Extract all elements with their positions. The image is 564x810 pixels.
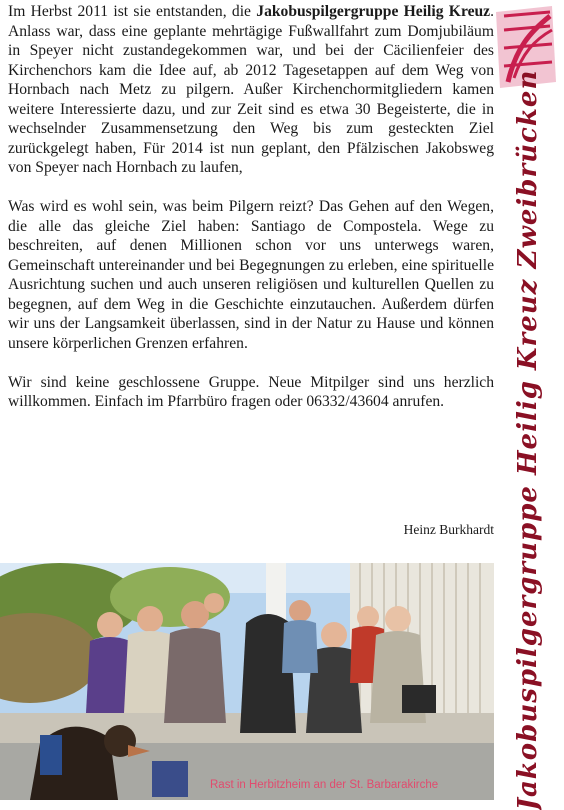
- sidebar-title: [500, 69, 555, 810]
- paragraph-1: [8, 2, 494, 178]
- paragraph-1-rest: . Anlass war, dass eine geplante mehrtägige Fußwallfahrt zum Domjubiläum in Speyer nicht zustandegekommen war, und bei der Cäcilienfeier des Kirchenchors kam die Idee auf, ab 2012 Tagesetappen auf dem Weg von Hornbach nach Metz zu pilgern. Außer Kirchenchormitgliedern kamen weitere Interessierte dazu, und zur Zeit sind es etwa 30 Begeisterte, die in wechselnder Zusammensetzung den Weg bis zum gesteckten Ziel zurückgelegt haben, Für 2014 ist nun geplant, den Pfälzischen Jakobsweg von Speyer nach Hornbach zu laufen,: [8, 3, 494, 176]
- article: [8, 2, 494, 412]
- author-signature: Heinz Burkhardt: [403, 522, 494, 537]
- photo-caption: Rast in Herbitzheim an der St. Barbarakirche: [210, 779, 439, 791]
- sidebar-title-text: Jakobuspilgergruppe Heilig Kreuz Zweibrücken: [512, 69, 543, 810]
- paragraph-1-intro: Im Herbst 2011 ist sie entstanden, die: [8, 3, 257, 20]
- group-name: Jakobuspilgergruppe Heilig Kreuz: [256, 3, 491, 20]
- paragraph-3: Wir sind keine geschlossene Gruppe. Neue Mitpilger sind uns herzlich willkommen. Einfach im Pfarrbüro fragen oder 06332/43604 anrufen.: [8, 373, 494, 410]
- paragraph-2: Was wird es wohl sein, was beim Pilgern reizt? Das Gehen auf den Wegen, die alle das gleiche Ziel haben: Santiago de Compostela. Wege zu beschreiten, auf denen Millionen schon vor uns unterwegs waren, Gemeinschaft untereinander und bei Begegnungen zu erleben, eine spirituelle Ausrichtung suchen und auch unseren religiösen und kulturellen Quellen zu begegnen, auf dem Weg in die Geschichte einzutauchen. Außerdem dürfen wir uns der Langsamkeit überlassen, sind in der Natur zu Hause und können unsere körperlichen Grenzen erfahren.: [8, 198, 494, 352]
- group-photo: [0, 563, 494, 800]
